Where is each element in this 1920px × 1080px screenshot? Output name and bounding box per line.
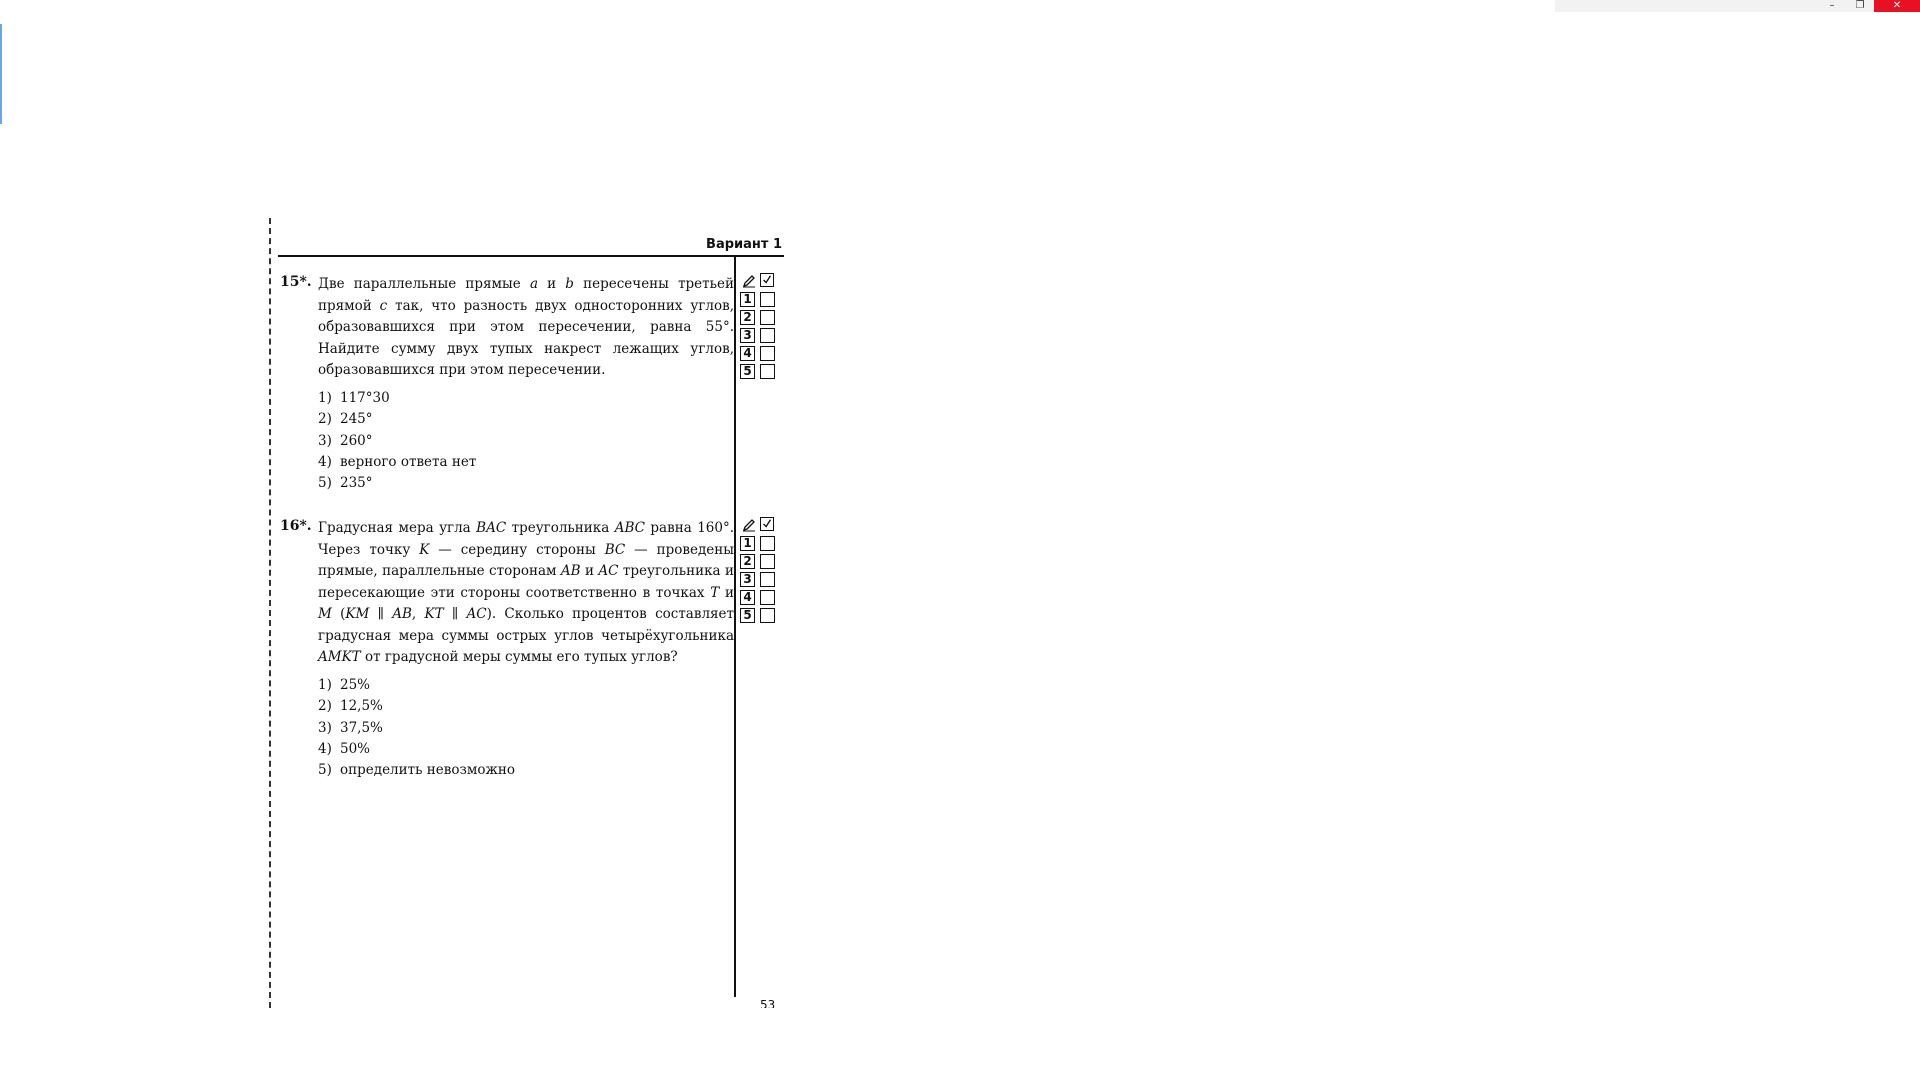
answer-option: 1) 117°30 — [318, 390, 390, 406]
close-button[interactable]: ✕ — [1874, 0, 1920, 12]
answer-checkbox[interactable] — [760, 590, 775, 605]
answer-checkbox[interactable] — [760, 292, 775, 307]
answer-checkbox[interactable] — [760, 364, 775, 379]
answer-checkbox[interactable] — [760, 328, 775, 343]
task-number: 15*. — [280, 274, 312, 290]
answer-option: 5) определить невозможно — [318, 762, 515, 779]
checked-box-icon — [760, 273, 774, 287]
answer-box-16 — [738, 517, 780, 625]
restore-button[interactable]: ❐ — [1855, 0, 1865, 11]
answer-option: 4) 50% — [318, 740, 371, 757]
answer-option: 3) 37,5% — [318, 719, 383, 736]
answer-option: 5) 235° — [318, 475, 373, 492]
answer-option: 2) 245° — [318, 411, 373, 428]
variant-title: Вариант 1 — [706, 237, 782, 252]
answer-checkbox[interactable] — [760, 572, 775, 587]
answer-list — [318, 675, 515, 781]
answer-number-box: 2 — [740, 310, 755, 325]
answer-number-box: 5 — [740, 608, 755, 623]
page-number: 53 — [760, 998, 776, 1008]
answer-option: 2) 12,5% — [318, 698, 383, 715]
answer-number-box: 3 — [740, 572, 755, 587]
answer-list — [318, 388, 476, 494]
pencil-icon — [742, 518, 756, 532]
answer-number-box: 4 — [740, 346, 755, 361]
minimize-button[interactable]: – — [1829, 0, 1835, 11]
answer-column-divider — [734, 257, 736, 997]
answer-checkbox[interactable] — [760, 310, 775, 325]
answer-box-15 — [738, 273, 780, 381]
answer-number-box: 2 — [740, 554, 755, 569]
checked-box-icon — [760, 517, 774, 531]
pencil-icon — [742, 274, 756, 288]
answer-option: 3) 260° — [318, 432, 373, 449]
header-rule — [278, 255, 784, 257]
answer-option: 4) верного ответа нет — [318, 453, 477, 470]
answer-number-box: 5 — [740, 364, 755, 379]
answer-checkbox[interactable] — [760, 346, 775, 361]
answer-number-box: 3 — [740, 328, 755, 343]
answer-checkbox[interactable] — [760, 536, 775, 551]
cut-line — [269, 218, 271, 1008]
task-text: Градусная мера угла BAC треугольника ABC равна 160°. Через точку K — середину стороны BC — проведены прямые, параллельные сторонам AB и AC треугольника и пересекающие эти стороны соответственно в точках T и M (KM ∥ AB, KT ∥ AC). Сколько процентов составляет градусная мера суммы острых углов четырёхугольника AMKT от градусной меры суммы его тупых углов? — [318, 520, 735, 665]
answer-number-box: 1 — [740, 292, 755, 307]
task-text: Две параллельные прямые a и b пересечены третьей прямой c так, что разность двух односторонних углов, образовавшихся при этом пересечении, равна 55°. Найдите сумму двух тупых накрест лежащих углов, образовавшихся при этом пересечении. — [318, 276, 734, 378]
task-number: 16*. — [280, 518, 312, 534]
answer-number-box: 4 — [740, 590, 755, 605]
answer-number-box: 1 — [740, 536, 755, 551]
answer-checkbox[interactable] — [760, 554, 775, 569]
answer-checkbox[interactable] — [760, 608, 775, 623]
answer-option: 1) 25% — [318, 677, 371, 693]
